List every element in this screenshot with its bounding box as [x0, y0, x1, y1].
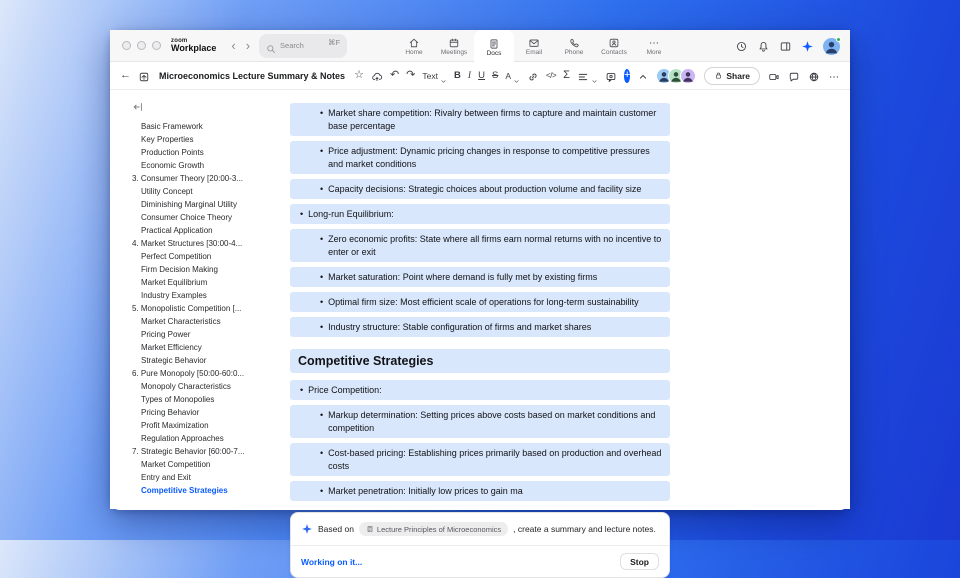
home-icon	[408, 36, 420, 48]
notifications-icon[interactable]	[757, 40, 770, 53]
chevron-down-icon	[440, 72, 447, 79]
comment-icon[interactable]	[605, 70, 617, 82]
text-color-label: A	[505, 70, 512, 81]
nav-tab-label: Meetings	[440, 49, 468, 56]
nav-tab-docs[interactable]	[474, 30, 514, 63]
bullet-item[interactable]	[290, 292, 670, 312]
bullet-dot: •	[320, 271, 324, 282]
user-avatar[interactable]	[823, 38, 840, 55]
video-call-icon[interactable]	[768, 70, 780, 82]
nav-tab-email[interactable]	[514, 30, 554, 62]
bullet-item[interactable]	[290, 380, 670, 400]
bullet-text: Optimal firm size: Most efficient scale of operations for long-term sustainability	[328, 296, 639, 307]
nav-tab-label: Home	[405, 49, 423, 56]
text-style-dropdown[interactable]	[422, 71, 447, 81]
text-color-dropdown[interactable]	[505, 71, 520, 81]
lock-icon	[714, 71, 723, 80]
cloud-sync-icon[interactable]	[371, 70, 383, 82]
more-options-icon[interactable]	[828, 70, 840, 82]
chat-icon[interactable]	[788, 70, 800, 82]
sidebar-item-practical-application[interactable]: Practical Application	[141, 226, 213, 235]
sidebar-item-diminishing-marginal-utility[interactable]: Diminishing Marginal Utility	[141, 200, 238, 209]
code-block-icon[interactable]: </>	[546, 70, 557, 80]
bullet-dot: •	[300, 384, 304, 395]
nav-tab-more[interactable]	[634, 30, 674, 62]
document-content	[290, 90, 850, 567]
sidebar-item-regulation-approaches[interactable]: Regulation Approaches	[141, 434, 224, 443]
insert-link-icon[interactable]	[527, 70, 539, 82]
sidebar-item-5-monopolistic-competition[interactable]: 5. Monopolistic Competition [...	[132, 304, 242, 313]
search-shortcut: ⌘F	[327, 37, 341, 47]
bullet-item[interactable]	[290, 103, 670, 136]
ai-sparkle-icon	[301, 523, 313, 535]
phone-icon	[568, 36, 580, 48]
more-icon	[648, 36, 660, 48]
sidebar-item-competitive-strategies[interactable]: Competitive Strategies	[141, 486, 228, 495]
sidebar-item-firm-decision-making[interactable]: Firm Decision Making	[141, 265, 218, 274]
ai-companion-panel	[290, 512, 670, 578]
sidebar-item-4-market-structures-30-00-4[interactable]: 4. Market Structures [30:00-4...	[132, 239, 243, 248]
source-doc-label: Lecture Principles of Microeconomics	[376, 524, 502, 534]
logo-workplace-text: Workplace	[171, 43, 217, 53]
source-doc-chip[interactable]	[359, 522, 508, 536]
sidebar-item-industry-examples[interactable]: Industry Examples	[141, 291, 207, 300]
sidebar-item-3-consumer-theory-20-00-3[interactable]: 3. Consumer Theory [20:00-3...	[132, 174, 244, 183]
nav-back-icon[interactable]: ‹	[231, 38, 236, 53]
window-zoom-button[interactable]	[152, 41, 161, 50]
doc-icon	[488, 37, 500, 49]
ai-status-text: Working on it...	[301, 556, 363, 567]
collaborator-avatars	[656, 68, 696, 84]
undo-icon[interactable]: ↶	[389, 69, 400, 81]
nav-tab-label: Phone	[564, 49, 584, 56]
sidebar-item-market-competition[interactable]: Market Competition	[141, 460, 211, 469]
ai-prompt-row	[291, 513, 669, 545]
document-title: Microeconomics Lecture Summary & Notes	[159, 70, 346, 81]
stop-button[interactable]: Stop	[620, 553, 659, 570]
section-heading[interactable]: Competitive Strategies	[290, 349, 670, 373]
ai-status-row	[291, 545, 669, 577]
ai-companion-icon[interactable]	[801, 40, 814, 53]
bullet-item[interactable]	[290, 481, 670, 501]
nav-tab-label: More	[646, 49, 662, 56]
docs-home-icon[interactable]	[138, 70, 150, 82]
bullet-dot: •	[300, 208, 304, 219]
bullet-item[interactable]	[290, 229, 670, 262]
bullet-text: Zero economic profits: State where all firms earn normal returns with no incentive to enter or exit	[328, 233, 662, 257]
sidebar-item-market-characteristics[interactable]: Market Characteristics	[141, 317, 221, 326]
star-favorite-icon[interactable]: ☆	[354, 69, 364, 81]
search-placeholder: Search	[280, 40, 304, 50]
bullet-dot: •	[320, 296, 324, 307]
zoom-workplace-logo	[171, 38, 216, 53]
sidebar-item-perfect-competition[interactable]: Perfect Competition	[141, 252, 212, 261]
bullet-item[interactable]	[290, 179, 670, 199]
ai-prompt-prefix: Based on	[318, 524, 354, 534]
bullet-text: Industry structure: Stable configuration of firms and market shares	[328, 321, 592, 332]
sidebar-item-strategic-behavior[interactable]: Strategic Behavior	[141, 356, 207, 365]
bullet-text: Price Competition:	[308, 384, 382, 395]
bullet-item[interactable]	[290, 141, 670, 174]
sidebar-item-pricing-behavior[interactable]: Pricing Behavior	[141, 408, 200, 417]
bullet-text: Market share competition: Rivalry between firms to capture and maintain customer base percentage	[328, 107, 657, 131]
window-controls	[122, 41, 161, 50]
italic-button[interactable]: I	[467, 70, 472, 81]
avatar-face	[681, 69, 695, 83]
redo-icon[interactable]: ↷	[406, 69, 416, 81]
sidebar-item-types-of-monopolies[interactable]: Types of Monopolies	[141, 395, 215, 404]
toolbar-right	[656, 67, 840, 85]
logo-zoom-text: zoom	[171, 38, 188, 44]
window-minimize-button[interactable]	[137, 41, 146, 50]
doc-back-icon[interactable]: ←	[120, 69, 131, 81]
sidebar-item-profit-maximization[interactable]: Profit Maximization	[141, 421, 209, 430]
outline-list	[132, 120, 290, 497]
history-icon[interactable]	[735, 40, 748, 53]
nav-tab-label: Docs	[486, 49, 502, 57]
window-close-button[interactable]	[122, 41, 131, 50]
sidebar-item-basic-framework[interactable]: Basic Framework	[141, 122, 203, 131]
bullet-item[interactable]	[290, 267, 670, 287]
sidebar-item-key-properties[interactable]: Key Properties	[141, 135, 194, 144]
nav-tab-label: Contacts	[601, 49, 627, 56]
underline-button[interactable]: U	[478, 70, 486, 81]
align-dropdown[interactable]	[577, 70, 598, 82]
sidebar-item-market-efficiency[interactable]: Market Efficiency	[141, 343, 202, 352]
outline-sidebar	[110, 90, 290, 509]
sidebar-item-market-equilibrium[interactable]: Market Equilibrium	[141, 278, 208, 287]
nav-tab-contacts[interactable]	[594, 30, 634, 62]
user-status-dot	[836, 37, 841, 42]
sidebar-item-consumer-choice-theory[interactable]: Consumer Choice Theory	[141, 213, 233, 222]
app-title-bar	[110, 30, 850, 62]
bullet-dot: •	[320, 321, 324, 332]
nav-tab-phone[interactable]	[554, 30, 594, 62]
bullet-dot: •	[320, 183, 324, 194]
bullet-text: Capacity decisions: Strategic choices about production volume and facility size	[328, 183, 642, 194]
document-toolbar	[110, 62, 850, 90]
formula-icon[interactable]: Σ	[563, 69, 570, 81]
search-input[interactable]	[259, 34, 347, 58]
bullet-dot: •	[320, 233, 324, 244]
mail-icon	[528, 36, 540, 48]
ai-prompt-suffix: , create a summary and lecture notes.	[513, 524, 656, 534]
sidebar-toggle-icon[interactable]	[779, 40, 792, 53]
bullet-item[interactable]	[290, 317, 670, 337]
search-icon	[266, 41, 276, 51]
text-style-label: Text	[422, 70, 438, 81]
sidebar-item-entry-and-exit[interactable]: Entry and Exit	[141, 473, 191, 482]
bullet-text: Long-run Equilibrium:	[308, 208, 394, 219]
bullet-text: Markup determination: Setting prices above costs based on market conditions and competition	[328, 409, 656, 433]
bullet-text: Market penetration: Initially low prices to gain ma	[328, 485, 523, 496]
nav-forward-icon[interactable]: ›	[245, 38, 251, 53]
bullet-dot: •	[320, 145, 324, 156]
chevron-down-icon	[513, 72, 520, 79]
sidebar-item-pricing-power[interactable]: Pricing Power	[141, 330, 191, 339]
bullet-item[interactable]	[290, 204, 670, 224]
bullet-item[interactable]	[290, 405, 670, 438]
language-icon[interactable]	[808, 70, 820, 82]
sidebar-item-6-pure-monopoly-50-00-60-0[interactable]: 6. Pure Monopoly [50:00-60:0...	[132, 369, 245, 378]
bullet-dot: •	[320, 409, 324, 420]
sidebar-item-7-strategic-behavior-60-00-7[interactable]: 7. Strategic Behavior [60:00-7...	[132, 447, 245, 456]
zoom-workplace-window	[110, 30, 850, 567]
collaborator-avatar[interactable]	[680, 68, 696, 84]
bullet-text: Price adjustment: Dynamic pricing changes in response to competitive pressures and market conditions	[328, 145, 650, 169]
calendar-icon	[448, 36, 460, 48]
main-nav	[394, 30, 674, 62]
bullet-text: Market saturation: Point where demand is fully met by existing firms	[328, 271, 598, 282]
bullet-dot: •	[320, 485, 324, 496]
bullet-dot: •	[320, 107, 324, 118]
collapse-toolbar-icon[interactable]	[637, 70, 649, 82]
doc-icon	[366, 525, 374, 533]
share-label: Share	[726, 70, 750, 81]
sidebar-item-production-points[interactable]: Production Points	[141, 148, 204, 157]
sidebar-item-economic-growth[interactable]: Economic Growth	[141, 161, 205, 170]
collapse-sidebar-icon[interactable]	[132, 100, 144, 112]
nav-tab-home[interactable]	[394, 30, 434, 62]
chevron-down-icon	[591, 72, 598, 79]
sidebar-item-monopoly-characteristics[interactable]: Monopoly Characteristics	[141, 382, 231, 391]
bold-button[interactable]: B	[453, 70, 461, 81]
nav-tab-label: Email	[525, 49, 543, 56]
document-body	[110, 90, 850, 567]
sidebar-item-utility-concept[interactable]: Utility Concept	[141, 187, 193, 196]
document-blocks	[290, 103, 670, 501]
align-icon	[577, 70, 589, 82]
share-button[interactable]	[704, 67, 760, 85]
contacts-icon	[608, 36, 620, 48]
insert-block-button[interactable]: +	[623, 69, 631, 81]
bullet-dot: •	[320, 447, 324, 458]
strikethrough-button[interactable]: S	[492, 70, 499, 81]
nav-tab-meetings[interactable]	[434, 30, 474, 62]
bullet-text: Cost-based pricing: Establishing prices primarily based on production and overhead costs	[328, 447, 662, 471]
title-bar-right	[735, 30, 840, 62]
bullet-item[interactable]	[290, 443, 670, 476]
